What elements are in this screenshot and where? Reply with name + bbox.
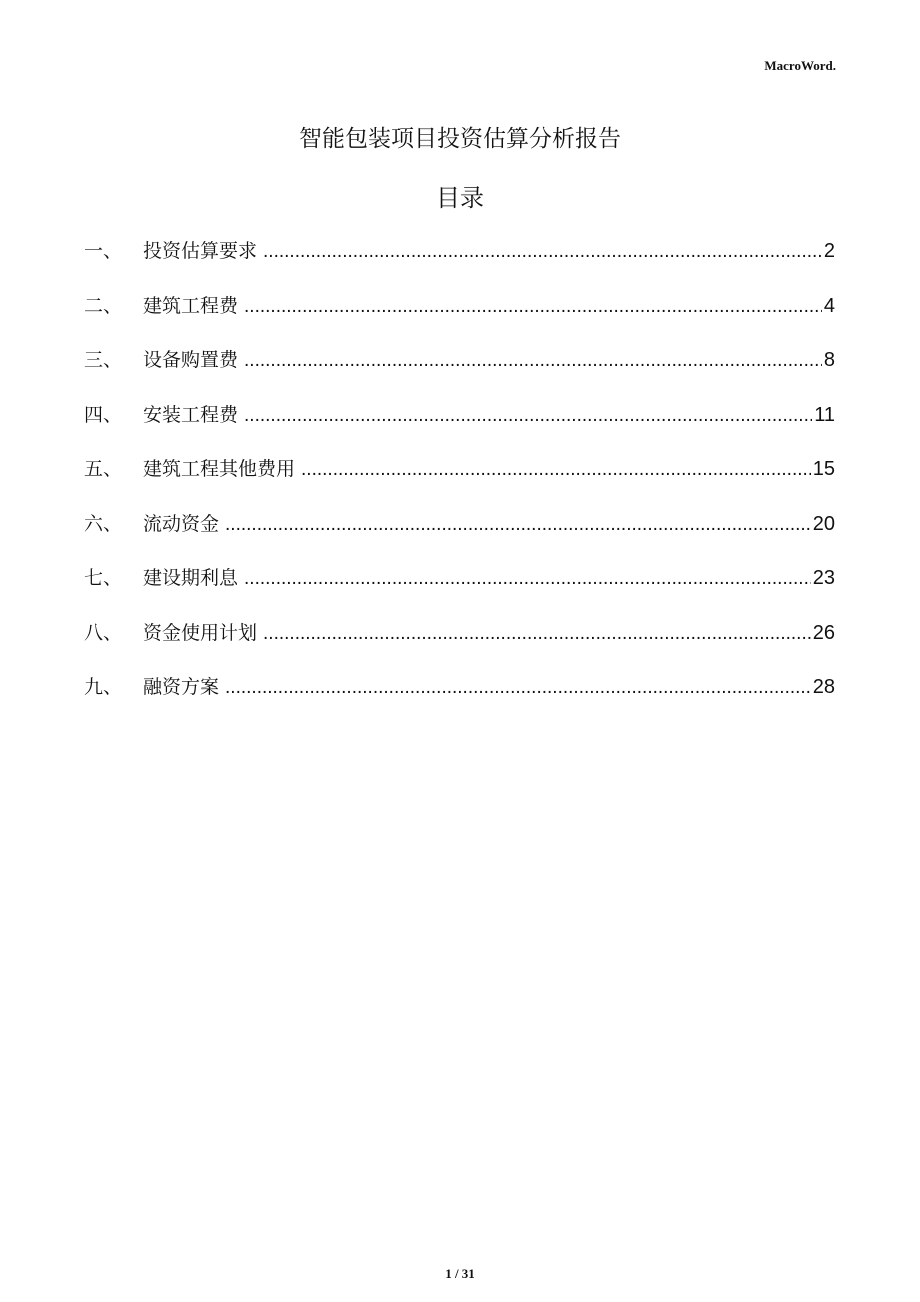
toc-leader-dots [244, 350, 822, 372]
toc-entry-page: 28 [812, 676, 835, 698]
toc-entry-page: 20 [812, 512, 835, 535]
toc-entry-number: 一、 [84, 240, 123, 262]
toc-entry[interactable] [84, 618, 835, 673]
toc-entry-label: 资金使用计划 [143, 621, 258, 644]
toc-heading: 目录 [436, 184, 484, 212]
toc-entry[interactable] [84, 400, 835, 455]
toc-entry-label: 建筑工程其他费用 [143, 458, 296, 480]
toc-entry-number: 六、 [84, 512, 123, 535]
toc-entry-label: 建设期利息 [143, 567, 239, 589]
toc-leader-dots [263, 241, 822, 263]
toc-entry-page: 2 [823, 240, 835, 262]
toc-entry-number: 七、 [84, 567, 123, 589]
toc-leader-dots [225, 514, 811, 536]
toc-entry-label: 融资方案 [143, 676, 220, 698]
toc-entry-page: 11 [814, 403, 835, 426]
toc-entry-page: 8 [823, 349, 835, 371]
header-brand: MacroWord. [764, 58, 836, 73]
toc-leader-dots [301, 459, 811, 481]
toc-entry-label: 流动资金 [143, 512, 220, 535]
toc-leader-dots [244, 296, 822, 318]
toc-entry-number: 三、 [84, 349, 123, 371]
toc-entry-label: 投资估算要求 [143, 240, 258, 262]
toc-entry[interactable] [84, 291, 835, 346]
toc-entry-label: 设备购置费 [143, 349, 239, 371]
toc-entry-number: 二、 [84, 294, 123, 317]
toc-entry[interactable] [84, 509, 835, 564]
toc-entry[interactable] [84, 345, 835, 400]
toc-entry-label: 安装工程费 [143, 403, 239, 426]
toc-entry[interactable] [84, 454, 835, 509]
toc-entry-page: 15 [812, 458, 835, 480]
toc-entry-number: 八、 [84, 621, 123, 644]
toc-entry[interactable] [84, 563, 835, 618]
toc-leader-dots [244, 568, 811, 590]
document-title: 智能包装项目投资估算分析报告 [299, 126, 621, 152]
toc-leader-dots [225, 677, 811, 699]
toc-entry[interactable] [84, 672, 835, 727]
toc-entry-page: 4 [823, 294, 835, 317]
toc-entry-number: 四、 [84, 403, 123, 426]
toc-entry-number: 九、 [84, 676, 123, 698]
toc-leader-dots [263, 623, 811, 645]
toc-entry-page: 23 [812, 567, 835, 589]
toc-entry[interactable] [84, 236, 835, 291]
page-indicator: 1 / 31 [445, 1266, 475, 1281]
toc-entry-label: 建筑工程费 [143, 294, 239, 317]
toc-entry-number: 五、 [84, 458, 123, 480]
toc-leader-dots [244, 405, 812, 427]
toc-entry-page: 26 [812, 621, 835, 644]
table-of-contents [84, 236, 835, 727]
